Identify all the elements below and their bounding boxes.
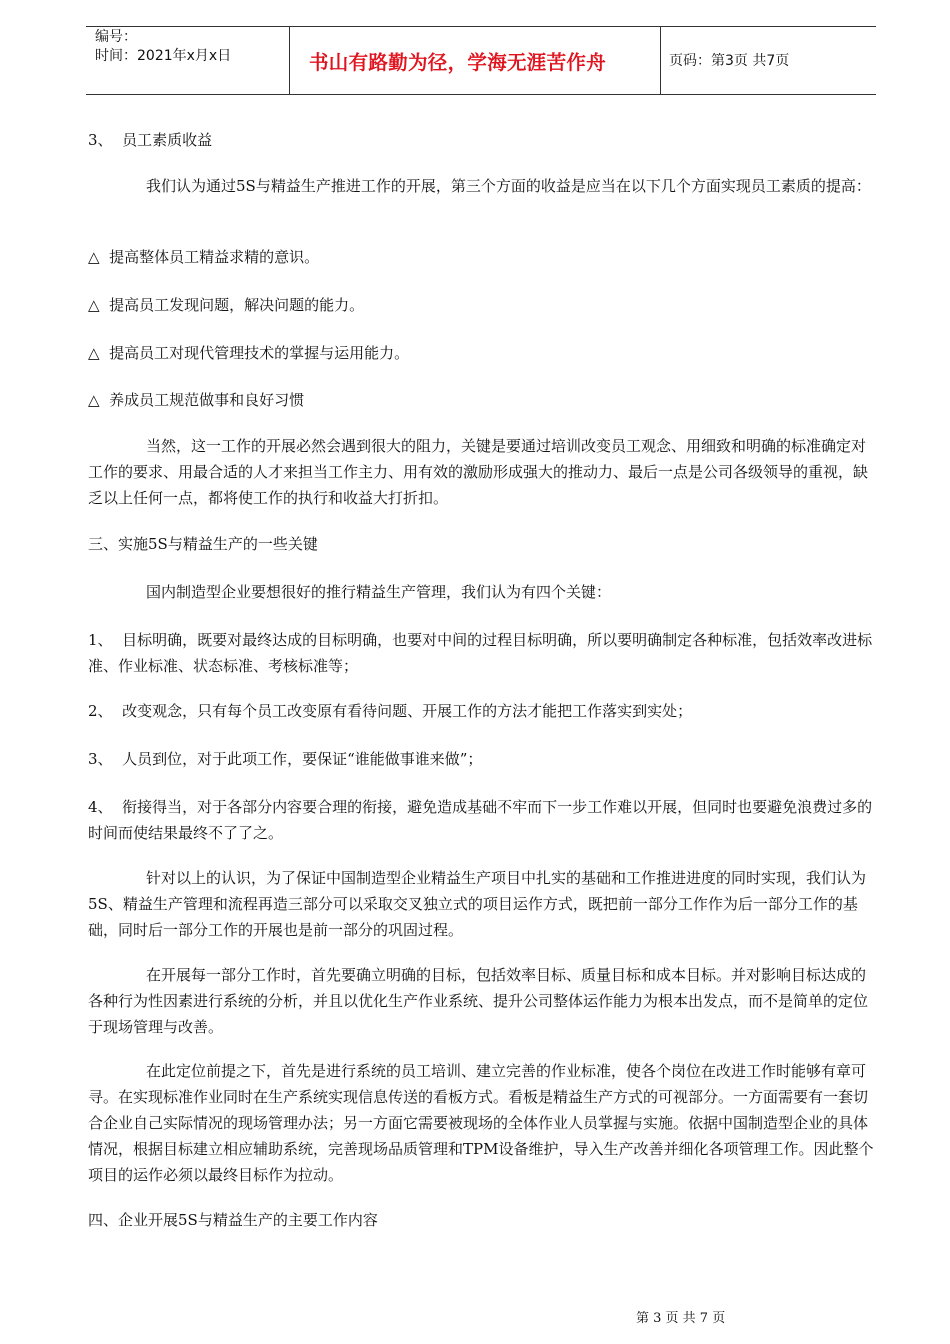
bullet-item: △ 提高员工发现问题，解决问题的能力。 bbox=[88, 296, 365, 314]
paragraph-goal-setting: 在开展每一部分工作时，首先要确立明确的目标，包括效率目标、质量目标和成本目标。并对影响目标达成的各种行为性因素进行系统的分析，并且以优化生产作业系统、提升公司整体运作能力为根本出发点，而不是简单的定位于现场管理与改善。 bbox=[88, 966, 869, 1036]
bullet-item: △ 提高员工对现代管理技术的掌握与运用能力。 bbox=[88, 344, 410, 362]
paragraph-staff-quality-intro: 我们认为通过5S与精益生产推进工作的开展，第三个方面的收益是应当在以下几个方面实现员工素质的提高： bbox=[146, 177, 871, 195]
header-page-cell bbox=[660, 27, 876, 94]
section-heading-main-work: 四、企业开展5S与精益生产的主要工作内容 bbox=[88, 1211, 378, 1229]
section-heading-staff-quality: 3、 员工素质收益 bbox=[88, 131, 213, 149]
page-header bbox=[86, 26, 876, 95]
numbered-item: 3、 人员到位，对于此项工作，要保证“谁能做事谁来做”； bbox=[88, 750, 483, 768]
paragraph-resistance: 当然，这一工作的开展必然会遇到很大的阻力，关键是要通过培训改变员工观念、用细致和明确的标准确定对工作的要求、用最合适的人才来担当工作主力、用有效的激励形成强大的推动力、最后一点是公司各级领导的重视，缺乏以上任何一点，都将使工作的执行和收益大打折扣。 bbox=[88, 437, 869, 507]
numbered-item: 1、 目标明确，既要对最终达成的目标明确，也要对中间的过程目标明确，所以要明确制定各种标准，包括效率改进标准、作业标准、状态标准、考核标准等； bbox=[88, 631, 873, 675]
paragraph-four-keys-intro: 国内制造型企业要想很好的推行精益生产管理，我们认为有四个关键： bbox=[146, 583, 612, 601]
time-label: 时间：2021年x月x日 bbox=[95, 48, 232, 64]
page-footer-number: 第 3 页 共 7 页 bbox=[636, 1311, 726, 1326]
bullet-item: △ 养成员工规范做事和良好习惯 bbox=[88, 391, 305, 409]
serial-label: 编号： bbox=[95, 29, 137, 45]
numbered-item: 4、 衔接得当，对于各部分内容要合理的衔接，避免造成基础不牢而下一步工作难以开展，但同时也要避免浪费过多的时间而使结果最终不了了之。 bbox=[88, 798, 873, 842]
header-motto: 书山有路勤为径，学海无涯苦作舟 bbox=[309, 51, 607, 74]
bullet-item: △ 提高整体员工精益求精的意识。 bbox=[88, 248, 320, 266]
paragraph-training-kanban: 在此定位前提之下，首先是进行系统的员工培训、建立完善的作业标准，使各个岗位在改进工作时能够有章可寻。在实现标准作业同时在生产系统实现信息传送的看板方式。看板是精益生产方式的可视部分。一方面需要有一套切合企业自己实际情况的现场管理办法；另一方面它需要被现场的全体作业人员掌握与实施。依据中国制造型企业的具体情况，根据目标建立相应辅助系统，完善现场品质管理和TPM设备维护，导入生产改善并细化各项管理工作。因此整个项目的运作必须以最终目标作为拉动。 bbox=[88, 1062, 874, 1184]
header-meta-cell bbox=[86, 27, 290, 94]
section-heading-keys: 三、实施5S与精益生产的一些关键 bbox=[88, 535, 318, 553]
numbered-item: 2、 改变观念，只有每个员工改变原有看待问题、开展工作的方法才能把工作落实到实处； bbox=[88, 702, 693, 720]
paragraph-project-approach: 针对以上的认识，为了保证中国制造型企业精益生产项目中扎实的基础和工作推进进度的同时实现，我们认为5S、精益生产管理和流程再造三部分可以采取交叉独立式的项目运作方式，既把前一部分工作作为后一部分工作的基础，同时后一部分工作的开展也是前一部分的巩固过程。 bbox=[88, 869, 867, 939]
header-page-info: 页码：第3页 共7页 bbox=[669, 53, 790, 69]
header-motto-cell bbox=[289, 27, 661, 94]
